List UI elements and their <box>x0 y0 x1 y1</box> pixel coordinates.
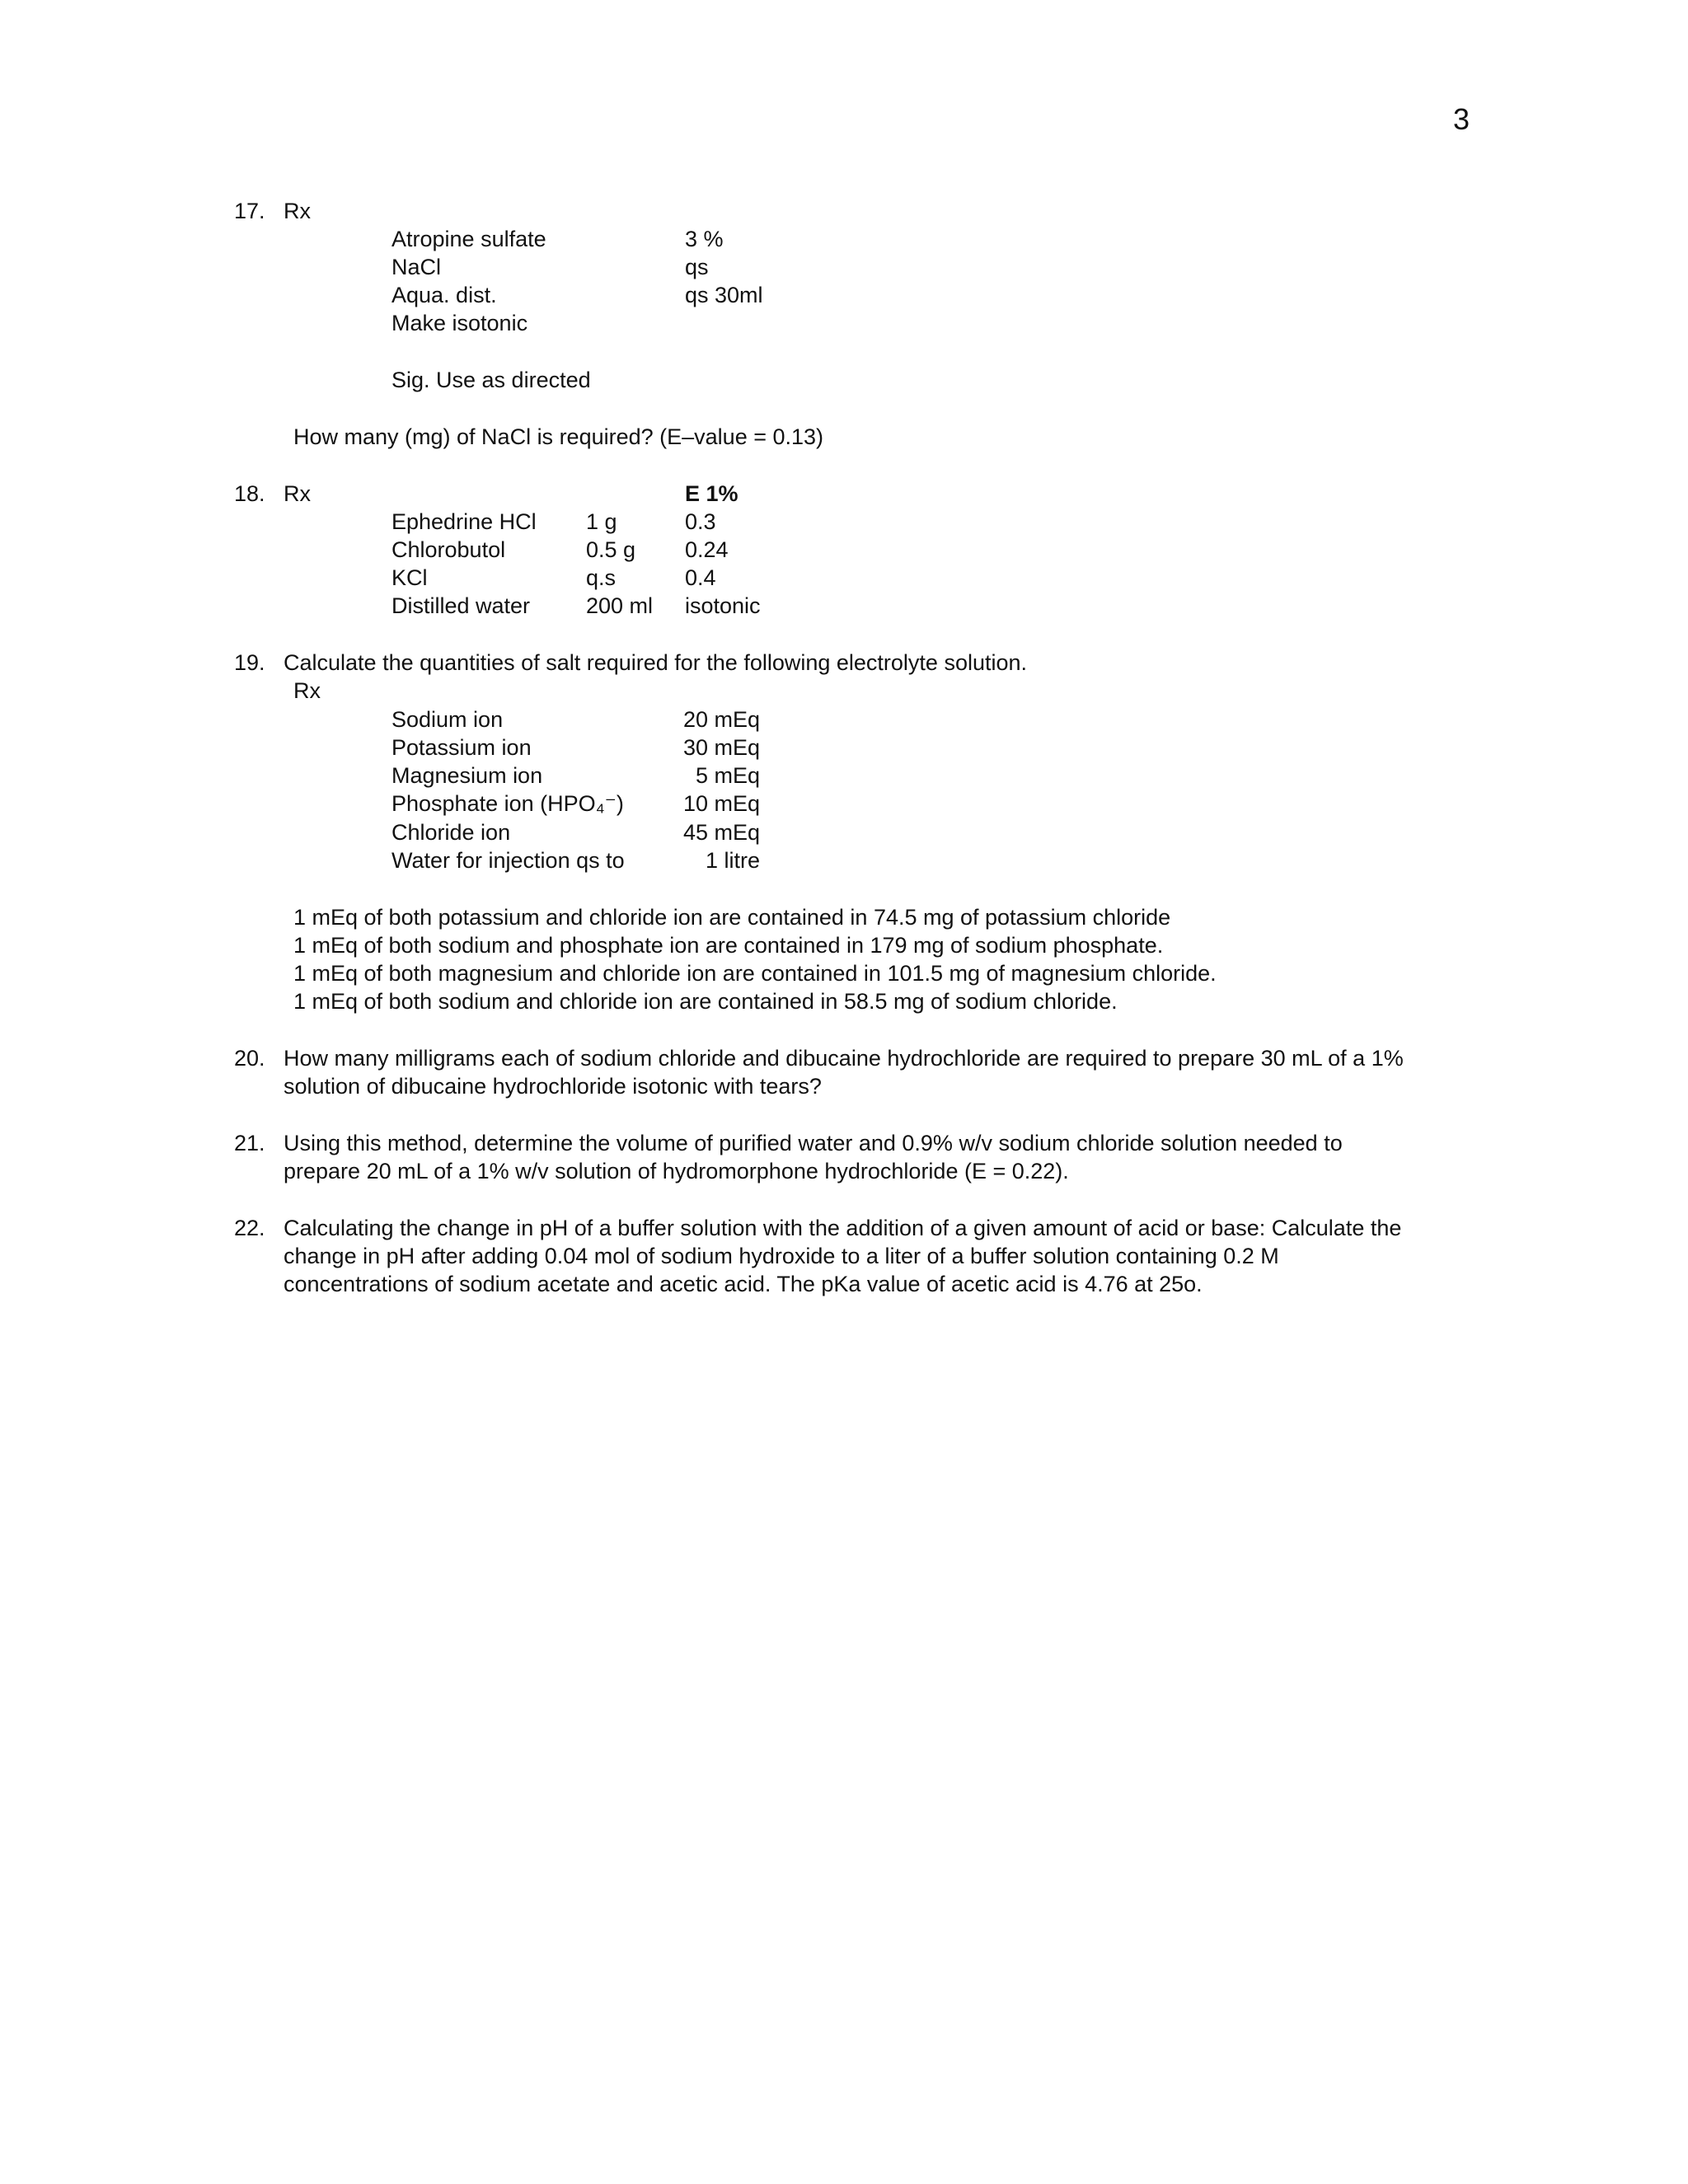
instruction-text: Make isotonic <box>392 311 528 335</box>
question-text-line: prepare 20 mL of a 1% w/v solution of hydromorphone hydrochloride (E = 0.22). <box>284 1159 1069 1183</box>
ingredient-e-value: 0.4 <box>685 565 716 590</box>
question-number: 20. <box>234 1046 265 1071</box>
ingredient-quantity: q.s <box>586 565 617 590</box>
rx-label: Rx <box>284 199 311 223</box>
note-line: 1 mEq of both potassium and chloride ion are contained in 74.5 mg of potassium chloride <box>293 905 1171 930</box>
ion-name: Phosphate ion (HPO₄⁻) <box>392 791 624 816</box>
ingredient-e-value: 0.3 <box>685 509 716 534</box>
question-text: How many (mg) of NaCl is required? (E–value = 0.13) <box>293 424 824 449</box>
ion-name: Sodium ion <box>392 707 504 732</box>
ingredient-quantity: 0.5 g <box>586 537 636 562</box>
question-text-line: concentrations of sodium acetate and acetic acid. The pKa value of acetic acid is 4.76 at 25o. <box>284 1272 1203 1296</box>
question-text-line: change in pH after adding 0.04 mol of sodium hydroxide to a liter of a buffer solution containing 0.2 M <box>284 1244 1279 1268</box>
question-text-line: Using this method, determine the volume of purified water and 0.9% w/v sodium chloride solution needed to <box>284 1131 1343 1155</box>
ion-name: Potassium ion <box>392 735 532 760</box>
question-text-line: Calculating the change in pH of a buffer solution with the addition of a given amount of acid or base: Calculate the <box>284 1216 1402 1240</box>
ingredient-e-value: 0.24 <box>685 537 729 562</box>
ingredient-name: Aqua. dist. <box>392 283 497 307</box>
ion-name: Water for injection qs to <box>392 848 625 873</box>
ingredient-name: Distilled water <box>392 593 531 618</box>
ingredient-quantity: 200 ml <box>586 593 654 618</box>
ion-value: 10 mEq <box>682 791 760 816</box>
ingredient-name: NaCl <box>392 255 442 279</box>
ingredient-name: KCl <box>392 565 428 590</box>
ingredient-value: 3 % <box>685 227 724 251</box>
page-number: 3 <box>1453 102 1470 136</box>
ingredient-value: qs <box>685 255 709 279</box>
question-number: 21. <box>234 1131 265 1155</box>
ion-value: 1 litre <box>705 848 760 873</box>
rx-label: Rx <box>284 481 311 506</box>
e-value-header: E 1% <box>685 481 738 506</box>
question-number: 17. <box>234 199 265 223</box>
question-text-line: How many milligrams each of sodium chloride and dibucaine hydrochloride are required to prepare 30 mL of a 1% <box>284 1046 1404 1071</box>
ingredient-quantity: 1 g <box>586 509 617 534</box>
note-line: 1 mEq of both sodium and phosphate ion are contained in 179 mg of sodium phosphate. <box>293 933 1164 958</box>
ion-name: Chloride ion <box>392 820 511 845</box>
ion-name: Magnesium ion <box>392 763 543 788</box>
rx-label: Rx <box>293 678 321 703</box>
note-line: 1 mEq of both magnesium and chloride ion are contained in 101.5 mg of magnesium chloride. <box>293 961 1217 986</box>
ion-value: 45 mEq <box>682 820 760 845</box>
ion-value: 30 mEq <box>682 735 760 760</box>
ingredient-name: Ephedrine HCl <box>392 509 537 534</box>
question-text: Calculate the quantities of salt required for the following electrolyte solution. <box>284 650 1028 675</box>
question-number: 19. <box>234 650 265 675</box>
ion-value: 20 mEq <box>682 707 760 732</box>
question-text-line: solution of dibucaine hydrochloride isotonic with tears? <box>284 1074 822 1099</box>
note-line: 1 mEq of both sodium and chloride ion are contained in 58.5 mg of sodium chloride. <box>293 989 1118 1014</box>
signa-text: Sig. Use as directed <box>392 368 591 392</box>
ingredient-name: Chlorobutol <box>392 537 506 562</box>
ion-value: 5 mEq <box>695 763 760 788</box>
question-number: 22. <box>234 1216 265 1240</box>
question-number: 18. <box>234 481 265 506</box>
ingredient-e-value: isotonic <box>685 593 761 618</box>
ingredient-name: Atropine sulfate <box>392 227 546 251</box>
ingredient-value: qs 30ml <box>685 283 763 307</box>
